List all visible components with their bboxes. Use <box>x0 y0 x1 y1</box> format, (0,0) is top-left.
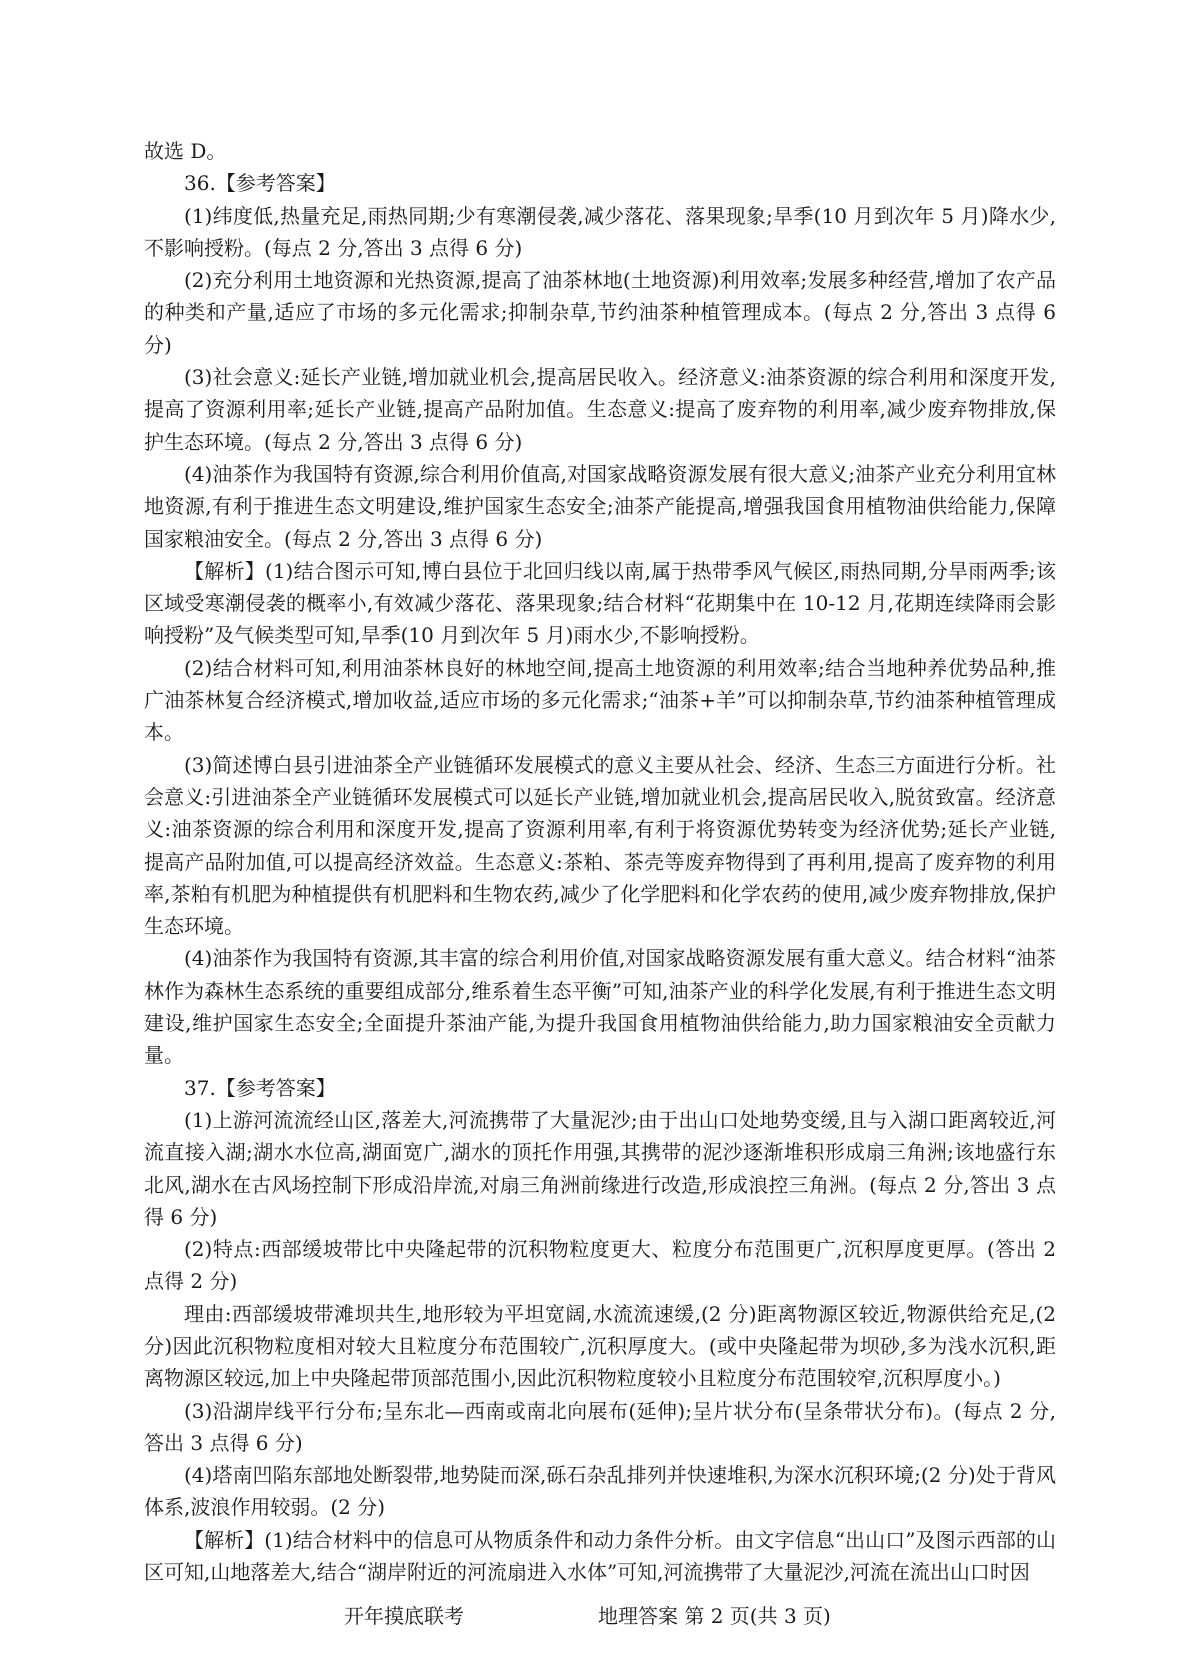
paragraph-q36-1: (1)纬度低,热量充足,雨热同期;少有寒潮侵袭,减少落花、落果现象;旱季(10 月到次年 5 月)降水少,不影响授粉。(每点 2 分,答出 3 点得 6 分) <box>144 203 1056 260</box>
heading-q37-answer: 37.【参考答案】 <box>184 1075 336 1100</box>
paragraph-q37-2-reason: 理由:西部缓坡带滩坝共生,地形较为平坦宽阔,水流流速缓,(2 分)距离物源区较近,物源供给充足,(2 分)因此沉积物粒度相对较大且粒度分布范围较广,沉积厚度大。(或中央隆起带为坝砂,多为浅水沉积,距离物源区较远,加上中央隆起带顶部范围小,因此沉积物粒度较小且粒度分布范围较窄,沉积厚度小。) <box>144 1301 1056 1391</box>
paragraph-q37-4: (4)塔南凹陷东部地处断裂带,地势陡而深,砾石杂乱排列并快速堆积,为深水沉积环境;(2 分)处于背风体系,波浪作用较弱。(2 分) <box>144 1463 1056 1520</box>
footer-page-info: 地理答案 第 2 页(共 3 页) <box>598 1604 831 1628</box>
paragraph-q37-2: (2)特点:西部缓坡带比中央隆起带的沉积物粒度更大、粒度分布范围更广,沉积厚度更厚。(答出 2 点得 2 分) <box>144 1237 1056 1294</box>
paragraph-conclusion: 故选 D。 <box>144 139 227 163</box>
paragraph-q36-analysis-4: (4)油茶作为我国特有资源,其丰富的综合利用价值,对国家战略资源发展有重大意义。结合材料“油茶林作为森林生态系统的重要组成部分,维系着生态平衡”可知,油茶产业的科学化发展,有利于推进生态文明建设,维护国家生态安全;全面提升茶油产能,为提升我国食用植物油供给能力,助力国家粮油安全贡献力量。 <box>144 946 1056 1068</box>
heading-q36-answer: 36.【参考答案】 <box>184 171 336 196</box>
paragraph-q36-analysis-3: (3)简述博白县引进油茶全产业链循环发展模式的意义主要从社会、经济、生态三方面进行分析。社会意义:引进油茶全产业链循环发展模式可以延长产业链,增加就业机会,提高居民收入,脱贫致富。经济意义:油茶资源的综合利用和深度开发,提高了资源利用率,有利于将资源优势转变为经济优势;延长产业链,提高产品附加值,可以提高经济效益。生态意义:茶粕、茶壳等废弃物得到了再利用,提高了废弃物的利用率,茶粕有机肥为种植提供有机肥料和生物农药,减少了化学肥料和化学农药的使用,减少废弃物排放,保护生态环境。 <box>144 752 1056 939</box>
paragraph-q36-4: (4)油茶作为我国特有资源,综合利用价值高,对国家战略资源发展有很大意义;油茶产业充分利用宜林地资源,有利于推进生态文明建设,维护国家生态安全;油茶产能提高,增强我国食用植物油供给能力,保障国家粮油安全。(每点 2 分,答出 3 点得 6 分) <box>144 461 1056 551</box>
paragraph-q36-analysis-2: (2)结合材料可知,利用油茶林良好的林地空间,提高土地资源的利用效率;结合当地种养优势品种,推广油茶林复合经济模式,增加收益,适应市场的多元化需求;“油茶+羊”可以抑制杂草,节约油茶种植管理成本。 <box>144 655 1056 745</box>
answer-content <box>144 135 1056 1588</box>
page-footer <box>0 1600 1200 1632</box>
paragraph-q36-2: (2)充分利用土地资源和光热资源,提高了油茶林地(土地资源)利用效率;发展多种经营,增加了农产品的种类和产量,适应了市场的多元化需求;抑制杂草,节约油茶种植管理成本。(每点 2 分,答出 3 点得 6 分) <box>144 268 1056 357</box>
paragraph-q36-analysis-1: 【解析】(1)结合图示可知,博白县位于北回归线以南,属于热带季风气候区,雨热同期,分旱雨两季;该区域受寒潮侵袭的概率小,有效减少落花、落果现象;结合材料“花期集中在 10-12 月,花期连续降雨会影响授粉”及气候类型可知,旱季(10 月到次年 5 月)雨水少,不影响授粉。 <box>144 558 1056 648</box>
paragraph-q36-3: (3)社会意义:延长产业链,增加就业机会,提高居民收入。经济意义:油茶资源的综合利用和深度开发,提高了资源利用率;延长产业链,提高产品附加值。生态意义:提高了废弃物的利用率,减少废弃物排放,保护生态环境。(每点 2 分,答出 3 点得 6 分) <box>144 365 1056 454</box>
footer-exam-name: 开年摸底联考 <box>344 1604 464 1628</box>
paragraph-q37-3: (3)沿湖岸线平行分布;呈东北—西南或南北向展布(延伸);呈片状分布(呈条带状分布)。(每点 2 分,答出 3 点得 6 分) <box>144 1398 1056 1455</box>
paragraph-q37-1: (1)上游河流流经山区,落差大,河流携带了大量泥沙;由于出山口处地势变缓,且与入湖口距离较近,河流直接入湖;湖水水位高,湖面宽广,湖水的顶托作用强,其携带的泥沙逐渐堆积形成扇三角洲;该地盛行东北风,湖水在古风场控制下形成沿岸流,对扇三角洲前缘进行改造,形成浪控三角洲。(每点 2 分,答出 3 点得 6 分) <box>144 1107 1056 1229</box>
paragraph-q37-analysis-1: 【解析】(1)结合材料中的信息可从物质条件和动力条件分析。由文字信息“出山口”及图示西部的山区可知,山地落差大,结合“湖岸附近的河流扇进入水体”可知,河流携带了大量泥沙,河流在流出山口时因 <box>144 1527 1056 1585</box>
